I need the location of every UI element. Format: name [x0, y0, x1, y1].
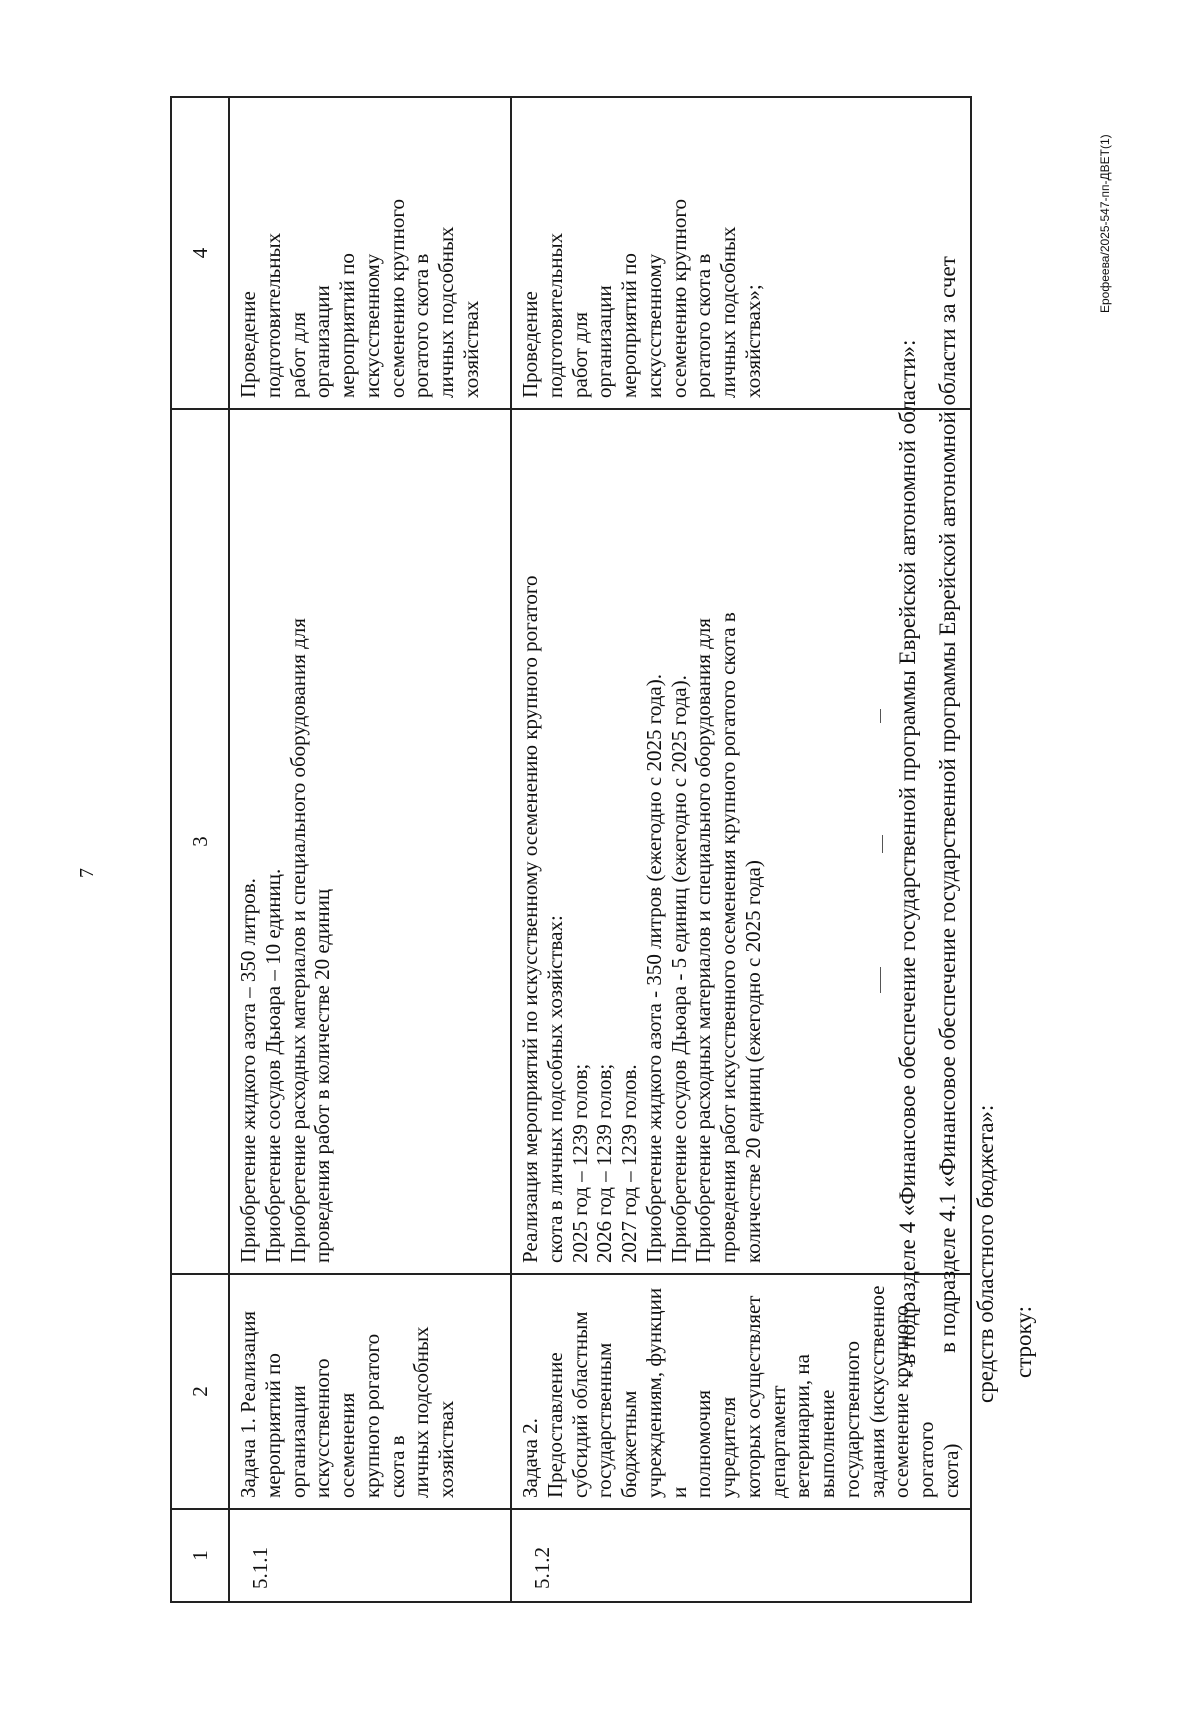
- cell-line: искусственному: [641, 253, 666, 398]
- cell-line: хозяйствах»;: [740, 284, 765, 398]
- cell-line: Задача 2. Предоставление: [518, 1352, 567, 1498]
- cell-line: учреждениям, функции и: [641, 1287, 691, 1498]
- scan-artifact-mark: [880, 709, 881, 723]
- cell-line: 2025 год – 1239 голов;: [567, 1063, 592, 1263]
- cell-line: личных подсобных хозяйствах: [409, 1326, 459, 1498]
- cell-line: искусственного осеменения: [310, 1358, 360, 1498]
- cell-line: мероприятий по: [335, 253, 360, 398]
- cell-line: Реализация мероприятий по искусственному осеменению крупного рогатого: [518, 575, 542, 1263]
- cell-line: Приобретение жидкого азота - 350 литров (ежегодно с 2025 года).: [641, 674, 666, 1263]
- cell-line: Приобретение сосудов Дьюара - 5 единиц (ежегодно с 2025 года).: [666, 675, 691, 1263]
- cell-line: скота в личных подсобных хозяйствах:: [542, 915, 567, 1263]
- cell-line: мероприятий по: [617, 253, 642, 398]
- cell-line: Задача 1. Реализация: [236, 1310, 260, 1498]
- cell-line: организации: [592, 285, 617, 398]
- paragraph-subsection-4-1: в подразделе 4.1 «Финансовое обеспечение государственной программы Еврейской автономной области за счет: [935, 256, 960, 1353]
- cell-line: крупного рогатого скота в: [359, 1333, 409, 1498]
- cell-line: скота): [939, 1443, 964, 1498]
- column-header: 4: [171, 97, 229, 409]
- cell-line: Проведение: [518, 291, 542, 398]
- row-number-cell: 5.1.1: [229, 1509, 511, 1602]
- cell-line: личных подсобных: [434, 226, 459, 398]
- cell-line: хозяйствах: [458, 300, 483, 398]
- paragraph-row-label: строку:: [1011, 1306, 1036, 1378]
- column-header: 3: [171, 409, 229, 1274]
- cell-line: организации: [310, 285, 335, 398]
- cell-line: работ для: [285, 312, 310, 398]
- cell-line: личных подсобных: [716, 226, 741, 398]
- paragraph-continuation: средств областного бюджета»:: [973, 1104, 998, 1403]
- paragraph-subsection-4: - в подразделе 4 «Финансовое обеспечение государственной программы Еврейской автономной области»:: [895, 339, 920, 1378]
- cell-line: мероприятий по организации: [260, 1353, 310, 1498]
- cell-line: искусственному: [359, 253, 384, 398]
- cell-line: субсидий областным: [567, 1311, 592, 1498]
- scan-artifact-mark: [880, 967, 881, 993]
- cell-line: подготовительных: [542, 232, 567, 398]
- cell-line: рогатого скота в: [409, 253, 434, 398]
- document-footer-code: Ерофеева/2025-547-пп-ДВЕТ(1): [1098, 134, 1112, 313]
- cell-line: работ для: [567, 312, 592, 398]
- row-number-cell: 5.1.2: [511, 1509, 971, 1602]
- cell-line: полномочия учредителя: [691, 1390, 741, 1498]
- cell-line: проведения работ в количестве 20 единиц: [310, 888, 335, 1263]
- cell-line: осеменению крупного: [384, 199, 409, 398]
- scan-artifact-mark: [882, 835, 883, 853]
- cell-line: Проведение: [236, 291, 260, 398]
- cell-line: осеменению крупного: [666, 199, 691, 398]
- cell-line: осеменение крупного рогатого: [889, 1305, 939, 1498]
- cell-line: Приобретение расходных материалов и специального оборудования для: [691, 618, 716, 1263]
- cell-line: Приобретение сосудов Дьюара – 10 единиц.: [260, 868, 285, 1263]
- table-row: [229, 97, 511, 1602]
- cell-line: подготовительных: [260, 232, 285, 398]
- page-number: 7: [76, 868, 98, 878]
- cell-line: Приобретение расходных материалов и специального оборудования для: [285, 618, 310, 1263]
- cell-line: рогатого скота в: [691, 253, 716, 398]
- cell-line: которых осуществляет: [740, 1295, 765, 1498]
- cell-line: задания (искусственное: [864, 1285, 889, 1498]
- program-table: [170, 96, 972, 1603]
- column-header: 2: [171, 1274, 229, 1509]
- cell-line: выполнение государственного: [815, 1340, 864, 1498]
- cell-line: 2027 год – 1239 голов.: [617, 1064, 642, 1263]
- task-cell: [229, 1274, 511, 1509]
- cell-line: 2026 год – 1239 голов;: [592, 1063, 617, 1263]
- cell-line: количестве 20 единиц (ежегодно с 2025 года): [740, 860, 765, 1263]
- cell-line: Приобретение жидкого азота – 350 литров.: [236, 878, 260, 1263]
- table-header-row: [171, 97, 229, 1602]
- cell-line: департамент ветеринарии, на: [765, 1354, 815, 1498]
- cell-line: государственным бюджетным: [592, 1342, 642, 1498]
- column-header: 1: [171, 1509, 229, 1602]
- cell-line: проведения работ искусственного осеменения крупного рогатого скота в: [716, 612, 741, 1263]
- result-cell: [229, 97, 511, 409]
- description-cell: [229, 409, 511, 1274]
